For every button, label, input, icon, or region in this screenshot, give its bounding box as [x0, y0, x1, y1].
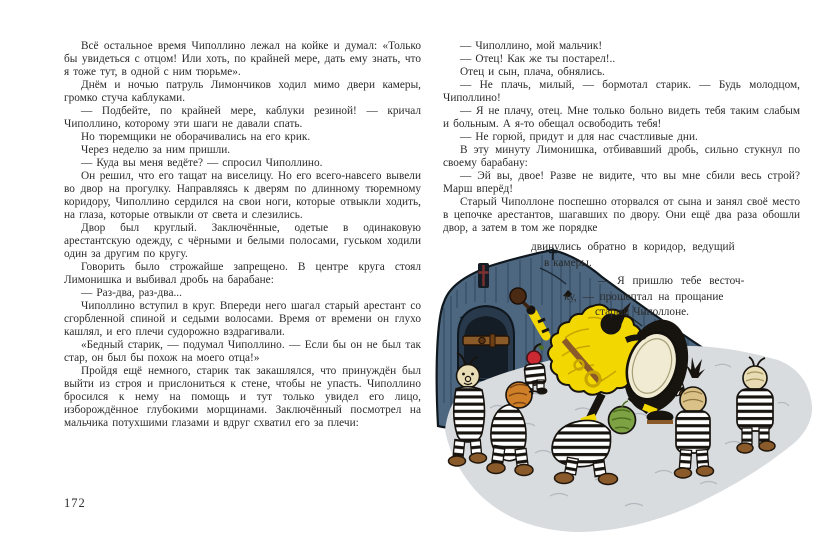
paragraph: Он решил, что его тащат на виселицу. Но его всего-навсего вывели во двор на прогулку. Направляясь к дверям по длинному тюремному коридору, Чиполлино сердился на свои ноги, которые отвыкли ходить, на глаза, которые отвыкли от света и слезились. — [64, 170, 421, 221]
paragraph: Но тюремщики не оборачивались на его крик. — [81, 131, 311, 143]
paragraph: — Эй вы, двое! Разве не видите, что вы мне сбили весь строй? Марш вперёд! — [443, 170, 800, 195]
paragraph: — Я не плачу, отец. Мне только больно видеть тебя таким слабым и больным. А я-то обещал освободить тебя! — [443, 105, 800, 130]
wrapped-line: в камеры. — [544, 257, 592, 269]
left-page — [64, 40, 421, 430]
right-page — [443, 40, 800, 318]
paragraph: Говорить было строжайше запрещено. В центре круга стоял Лимонишка и выбивал дробь на барабане: — [64, 261, 421, 286]
paragraph: Двор был круглый. Заключённые, одетые в одинаковую арестантскую одежду, с чёрными и белыми полосами, гуськом ходили один за другим по кругу. — [64, 222, 421, 260]
paragraph: Старый Чиполлоне поспешно оторвался от сына и занял своё место в цепочке арестантов, шагавших по двору. Они ещё два раза обошли двор, а затем в том же порядке — [443, 196, 800, 234]
paragraph: Пройдя ещё немного, старик так закашлялся, что принуждён был выйти из строя и прислониться к стене, чтобы не упасть. Чиполлино бросился к нему на помощь и тут только увидел его лицо, изборождённое глубокими морщинами. Заключённый посмотрел на мальчика потухшими глазами и вдруг схватил его за плечи: — [64, 365, 421, 429]
wrapped-line: ку, — прошептал на прощание — [564, 290, 724, 303]
paragraph: — Не плачь, милый, — бормотал старик. — Будь молодцом, Чиполлино! — [443, 79, 800, 104]
paragraph: Днём и ночью патруль Лимончиков ходил мимо двери камеры, громко стуча каблуками. — [64, 79, 421, 104]
paragraph: В эту минуту Лимонишка, отбивавший дробь, сильно стукнул по своему барабану: — [443, 144, 800, 169]
paragraph: — Подбейте, по крайней мере, каблуки резиной! — кричал Чиполлино, которому эти шаги не давали спать. — [64, 105, 421, 130]
wrapped-line: двинулись обратно в коридор, ведущий — [531, 241, 735, 253]
paragraph: — Чиполлино, мой мальчик! — [460, 40, 603, 52]
text-wrapped-around-illustration — [443, 239, 800, 321]
paragraph: Через неделю за ним пришли. — [81, 144, 231, 156]
paragraph: — Отец! Как же ты постарел!.. — [460, 53, 616, 65]
gate-bar — [463, 334, 509, 347]
paragraph: Отец и сын, плача, обнялись. — [460, 66, 605, 78]
wrapped-line: — Я пришлю тебе весточ- — [598, 275, 745, 287]
paragraph: — Не горюй, придут и для нас счастливые дни. — [460, 131, 698, 143]
paragraph: — Раз-два, раз-два... — [81, 287, 182, 299]
paragraph: Чиполлино вступил в круг. Впереди него шагал старый арестант со сгорбленной спиной и седыми волосами. Время от времени он глухо кашлял, и его плечи судорожно вздрагивали. — [64, 300, 421, 338]
paragraph: — Куда вы меня ведёте? — спросил Чиполлино. — [81, 157, 323, 169]
paragraph: Всё остальное время Чиполлино лежал на койке и думал: «Только бы увидеться с отцом! Или хоть, по крайней мере, дать ему знать, что я тоже тут, в одной с ним тюрьме». — [64, 40, 421, 78]
paragraph: «Бедный старик, — подумал Чиполлино. — Если бы он не был так стар, он был бы похож на моего отца!» — [64, 339, 421, 364]
farewell-paragraph — [443, 274, 800, 321]
page-number: 172 — [64, 496, 86, 510]
wrapped-line: старый Чиполлоне. — [595, 306, 689, 318]
